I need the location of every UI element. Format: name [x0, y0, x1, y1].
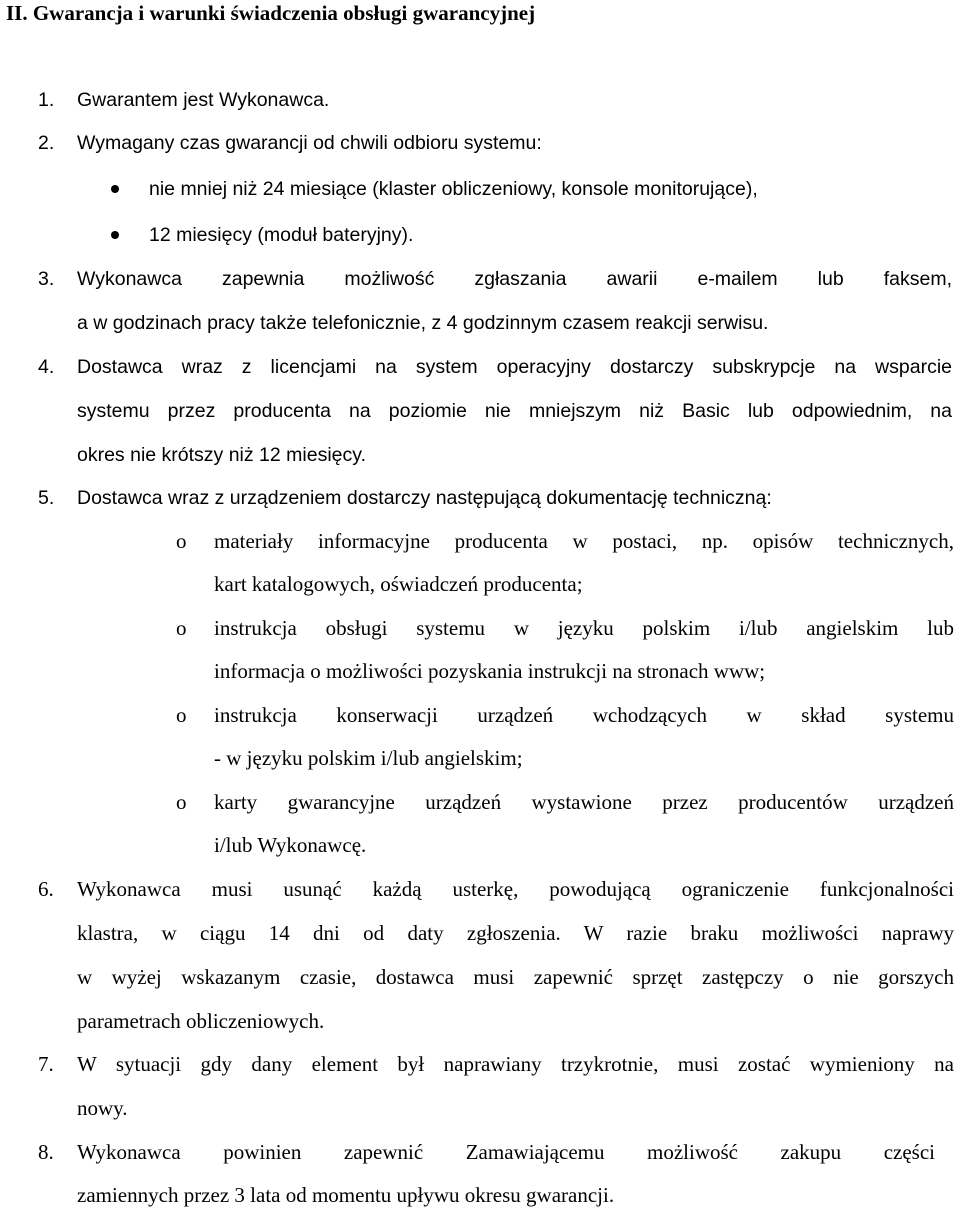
item-text: systemu przez producenta na poziomie nie mniejszym niż Basic lub odpowiednim, na: [77, 400, 952, 422]
item-text: W sytuacji gdy dany element był naprawiany trzykrotnie, musi zostać wymieniony na: [77, 1052, 954, 1076]
item-text: Wykonawca powinien zapewnić Zamawiającemu możliwość zakupu części: [77, 1140, 935, 1164]
item-text: Dostawca wraz z licencjami na system operacyjny dostarczy subskrypcje na wsparcie: [77, 356, 952, 378]
item-text: Dostawca wraz z urządzeniem dostarczy następującą dokumentację techniczną:: [77, 487, 772, 509]
sub-bullet-marker: o: [176, 790, 187, 814]
item-text: okres nie krótszy niż 12 miesięcy.: [77, 444, 366, 466]
item-number: 1.: [38, 89, 55, 111]
bullet-text: 12 miesięcy (moduł bateryjny).: [149, 224, 414, 246]
item-text: w wyżej wskazanym czasie, dostawca musi zapewnić sprzęt zastępczy o nie gorszych: [77, 965, 954, 989]
sub-bullet-marker: o: [176, 703, 187, 727]
item-number: 2.: [38, 132, 55, 154]
item-text: klastra, w ciągu 14 dni od daty zgłoszenia. W razie braku możliwości naprawy: [77, 921, 954, 945]
item-number: 6.: [38, 877, 54, 901]
item-number: 3.: [38, 268, 55, 290]
section-heading: II. Gwarancja i warunki świadczenia obsługi gwarancyjnej: [6, 1, 536, 25]
subitem-text: karty gwarancyjne urządzeń wystawione przez producentów urządzeń: [214, 790, 954, 814]
subitem-text: kart katalogowych, oświadczeń producenta;: [214, 572, 583, 596]
subitem-text: i/lub Wykonawcę.: [214, 833, 367, 857]
item-text: Wykonawca zapewnia możliwość zgłaszania awarii e-mailem lub faksem,: [77, 268, 952, 290]
subitem-text: informacja o możliwości pozyskania instrukcji na stronach www;: [214, 659, 766, 683]
item-text: parametrach obliczeniowych.: [77, 1009, 325, 1033]
item-number: 7.: [38, 1052, 54, 1076]
item-text: Gwarantem jest Wykonawca.: [77, 89, 330, 111]
item-text: nowy.: [77, 1096, 128, 1120]
item-text: a w godzinach pracy także telefonicznie, z 4 godzinnym czasem reakcji serwisu.: [77, 312, 769, 334]
item-number: 5.: [38, 487, 55, 509]
item-text: Wymagany czas gwarancji od chwili odbioru systemu:: [77, 132, 542, 154]
bullet-dot: [111, 231, 119, 239]
item-text: Wykonawca musi usunąć każdą usterkę, powodującą ograniczenie funkcjonalności: [77, 877, 954, 901]
subitem-text: - w języku polskim i/lub angielskim;: [214, 746, 523, 770]
bullet-dot: [111, 185, 119, 193]
item-number: 8.: [38, 1140, 54, 1164]
subitem-text: materiały informacyjne producenta w postaci, np. opisów technicznych,: [214, 529, 954, 553]
sub-bullet-marker: o: [176, 616, 187, 640]
subitem-text: instrukcja konserwacji urządzeń wchodzących w skład systemu: [214, 703, 954, 727]
sub-bullet-marker: o: [176, 529, 187, 553]
subitem-text: instrukcja obsługi systemu w języku polskim i/lub angielskim lub: [214, 616, 954, 640]
item-text: zamiennych przez 3 lata od momentu upływu okresu gwarancji.: [77, 1183, 615, 1207]
item-number: 4.: [38, 356, 55, 378]
bullet-text: nie mniej niż 24 miesiące (klaster obliczeniowy, konsole monitorujące),: [149, 178, 758, 200]
